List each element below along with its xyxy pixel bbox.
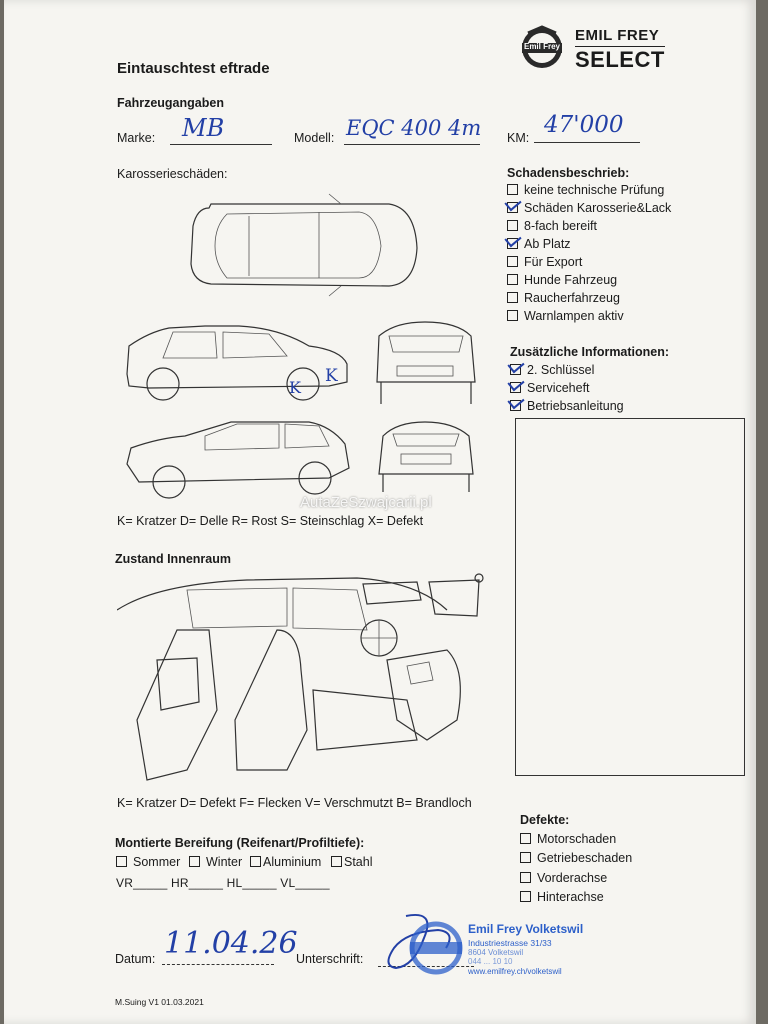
car-top-view-icon [191, 194, 417, 296]
car-damage-diagram[interactable] [119, 186, 479, 511]
km-value: 47'000 [544, 112, 624, 138]
checkbox-checked[interactable] [507, 202, 518, 213]
damage-mark-1: K [289, 378, 301, 397]
logo-line-1: EMIL FREY [575, 27, 660, 44]
stamp-line-1: Industriestrasse 31/33 [468, 938, 552, 948]
extra-info-heading: Zusätzliche Informationen: [510, 345, 670, 359]
interior-heading: Zustand Innenraum [115, 552, 231, 566]
tire-option-sommer[interactable]: Sommer [116, 855, 180, 869]
form-sheet [4, 0, 756, 1024]
notes-box[interactable] [515, 418, 745, 776]
defects-heading: Defekte: [520, 813, 570, 827]
checkbox[interactable] [507, 274, 518, 285]
signature-label: Unterschrift: [296, 952, 364, 966]
watermark: AutaZeSzwajcarii.pl [300, 494, 432, 511]
body-damage-legend: K= Kratzer D= Delle R= Rost S= Steinschlag X= Defekt [117, 514, 424, 528]
km-field[interactable] [534, 114, 640, 143]
damage-item-7[interactable]: Warnlampen aktiv [507, 309, 624, 323]
stamp-url: www.emilfrey.ch/volketswil [468, 967, 562, 976]
form-title: Eintauschtest eftrade [117, 60, 270, 77]
checkbox[interactable] [507, 256, 518, 267]
datum-value: 11.04.26 [164, 926, 298, 961]
extra-item-2[interactable]: Betriebsanleitung [510, 399, 624, 413]
extra-item-0[interactable]: 2. Schlüssel [510, 363, 594, 377]
checkbox[interactable] [189, 856, 200, 867]
emil-frey-badge-icon [516, 25, 568, 71]
marke-field[interactable] [170, 116, 272, 145]
checkbox[interactable] [507, 184, 518, 195]
damage-desc-heading: Schadensbeschrieb: [507, 166, 630, 180]
car-rear-view-icon [379, 422, 473, 492]
damage-item-5[interactable]: Hunde Fahrzeug [507, 273, 617, 287]
tire-option-winter[interactable]: Winter [189, 855, 242, 869]
body-damage-heading: Karosserieschäden: [117, 167, 228, 181]
interior-diagram[interactable] [117, 570, 497, 790]
damage-mark-2: K [325, 366, 338, 386]
modell-field[interactable] [344, 116, 480, 145]
stamp-logo-icon [408, 920, 464, 976]
form-version: M.Suing V1 01.03.2021 [115, 997, 204, 1007]
checkbox-checked[interactable] [510, 400, 521, 411]
checkbox[interactable] [507, 220, 518, 231]
logo-badge-text: Emil Frey [523, 42, 560, 51]
checkbox-checked[interactable] [510, 382, 521, 393]
defect-item-2[interactable]: Vorderachse [520, 871, 607, 885]
car-interior-icon [117, 574, 483, 780]
stamp-line-2: 8604 Volketswil [468, 948, 524, 957]
checkbox[interactable] [331, 856, 342, 867]
tires-heading: Montierte Bereifung (Reifenart/Profiltiefe): [115, 836, 365, 850]
checkbox-checked[interactable] [510, 364, 521, 375]
car-front-view-icon [377, 322, 475, 404]
tire-option-stahl[interactable]: Stahl [331, 855, 373, 869]
defect-item-1[interactable]: Getriebeschaden [520, 851, 632, 865]
tire-depth-fields[interactable]: VR_____ HR_____ HL_____ VL_____ [116, 876, 330, 890]
damage-item-4[interactable]: Für Export [507, 255, 582, 269]
datum-field[interactable] [162, 926, 298, 965]
damage-item-2[interactable]: 8-fach bereift [507, 219, 597, 233]
checkbox[interactable] [520, 872, 531, 883]
checkbox[interactable] [520, 833, 531, 844]
interior-legend: K= Kratzer D= Defekt F= Flecken V= Verschmutzt B= Brandloch [117, 796, 472, 810]
car-side-view-left-icon [127, 326, 347, 400]
damage-item-1[interactable]: Schäden Karosserie&Lack [507, 201, 671, 215]
checkbox[interactable] [507, 292, 518, 303]
defect-item-3[interactable]: Hinterachse [520, 890, 604, 904]
car-side-view-right-icon [127, 422, 349, 498]
checkbox[interactable] [520, 852, 531, 863]
vehicle-heading: Fahrzeugangaben [117, 96, 224, 110]
marke-value: MB [182, 114, 225, 142]
damage-item-6[interactable]: Raucherfahrzeug [507, 291, 620, 305]
stamp-title: Emil Frey Volketswil [468, 922, 584, 936]
checkbox[interactable] [520, 891, 531, 902]
checkbox[interactable] [116, 856, 127, 867]
dealer-stamp [468, 922, 583, 976]
modell-label: Modell: [294, 131, 335, 145]
defect-item-0[interactable]: Motorschaden [520, 832, 616, 846]
damage-item-0[interactable]: keine technische Prüfung [507, 183, 664, 197]
stamp-line-3: 044 ... 10 10 [468, 957, 513, 966]
km-label: KM: [507, 131, 530, 145]
extra-item-1[interactable]: Serviceheft [510, 381, 590, 395]
damage-item-3[interactable]: Ab Platz [507, 237, 571, 251]
checkbox[interactable] [507, 310, 518, 321]
marke-label: Marke: [117, 131, 156, 145]
emil-frey-select-logo [575, 27, 665, 72]
logo-line-2: SELECT [575, 47, 665, 72]
checkbox-checked[interactable] [507, 238, 518, 249]
tire-option-aluminium[interactable]: Aluminium [250, 855, 321, 869]
checkbox[interactable] [250, 856, 261, 867]
modell-value: EQC 400 4m [346, 116, 482, 140]
datum-label: Datum: [115, 952, 156, 966]
